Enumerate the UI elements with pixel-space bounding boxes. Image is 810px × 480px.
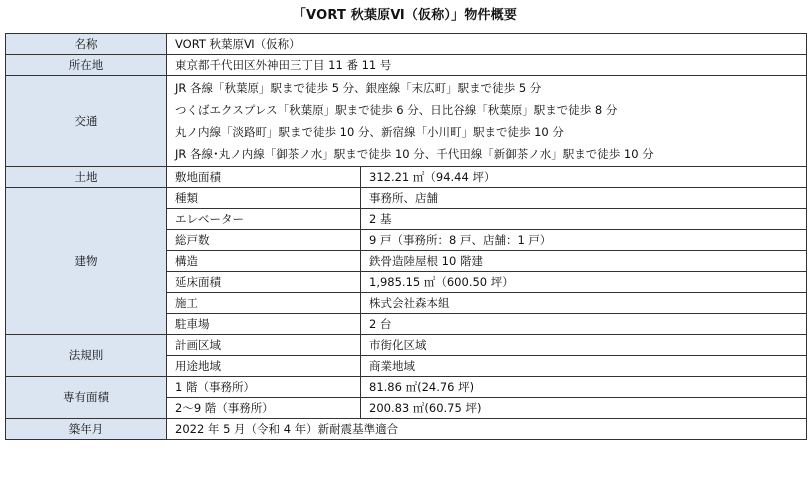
exclusive-area-item-value: 81.86 ㎡(24.76 坪) [361, 377, 807, 398]
access-line: JR 各線「秋葉原」駅まで徒歩 5 分、銀座線「末広町」駅まで徒歩 5 分 [175, 81, 542, 95]
building-item-value: 株式会社森本組 [361, 293, 807, 314]
regulations-label: 法規則 [6, 335, 167, 377]
exclusive-area-item-key: 1 階（事務所） [167, 377, 361, 398]
built-label: 築年月 [6, 419, 167, 440]
building-item-value: 2 台 [361, 314, 807, 335]
access-value [167, 76, 807, 167]
exclusive-area-row [6, 377, 807, 398]
document-title: 「VORT 秋葉原Ⅵ（仮称）」物件概要 [292, 8, 518, 23]
building-row [6, 188, 807, 209]
building-item-value: 鉄骨造陸屋根 10 階建 [361, 251, 807, 272]
building-item-key: 施工 [167, 293, 361, 314]
name-value: VORT 秋葉原Ⅵ（仮称） [167, 34, 807, 55]
building-item-value: 事務所、店舗 [361, 188, 807, 209]
address-label: 所在地 [6, 55, 167, 76]
access-line: JR 各線･丸ノ内線「御茶ノ水」駅まで徒歩 10 分、千代田線「新御茶ノ水」駅まで徒歩 10 分 [175, 147, 654, 161]
regulations-row [6, 335, 807, 356]
property-spec-table [5, 33, 807, 440]
built-row [6, 419, 807, 440]
built-value: 2022 年 5 月（令和 4 年）新耐震基準適合 [167, 419, 807, 440]
address-row [6, 55, 807, 76]
address-value: 東京都千代田区外神田三丁目 11 番 11 号 [167, 55, 807, 76]
land-label: 土地 [6, 167, 167, 188]
building-item-key: エレベーター [167, 209, 361, 230]
building-item-key: 延床面積 [167, 272, 361, 293]
building-item-value: 9 戸（事務所：8 戸、店舗：1 戸） [361, 230, 807, 251]
access-label: 交通 [6, 76, 167, 167]
regulations-item-value: 市街化区域 [361, 335, 807, 356]
land-item-key: 敷地面積 [167, 167, 361, 188]
building-label: 建物 [6, 188, 167, 335]
land-item-value: 312.21 ㎡（94.44 坪） [361, 167, 807, 188]
exclusive-area-item-key: 2～9 階（事務所） [167, 398, 361, 419]
building-item-value: 2 基 [361, 209, 807, 230]
land-row [6, 167, 807, 188]
regulations-item-key: 計画区域 [167, 335, 361, 356]
exclusive-area-label: 専有面積 [6, 377, 167, 419]
exclusive-area-item-value: 200.83 ㎡(60.75 坪) [361, 398, 807, 419]
access-line: つくばエクスプレス「秋葉原」駅まで徒歩 6 分、日比谷線「秋葉原」駅まで徒歩 8 分 [175, 103, 618, 117]
access-row [6, 76, 807, 167]
regulations-item-key: 用途地域 [167, 356, 361, 377]
building-item-key: 種類 [167, 188, 361, 209]
building-item-key: 駐車場 [167, 314, 361, 335]
building-item-value: 1,985.15 ㎡（600.50 坪） [361, 272, 807, 293]
name-label: 名称 [6, 34, 167, 55]
name-row [6, 34, 807, 55]
regulations-item-value: 商業地域 [361, 356, 807, 377]
access-line: 丸ノ内線「淡路町」駅まで徒歩 10 分、新宿線「小川町」駅まで徒歩 10 分 [175, 125, 564, 139]
building-item-key: 総戸数 [167, 230, 361, 251]
building-item-key: 構造 [167, 251, 361, 272]
